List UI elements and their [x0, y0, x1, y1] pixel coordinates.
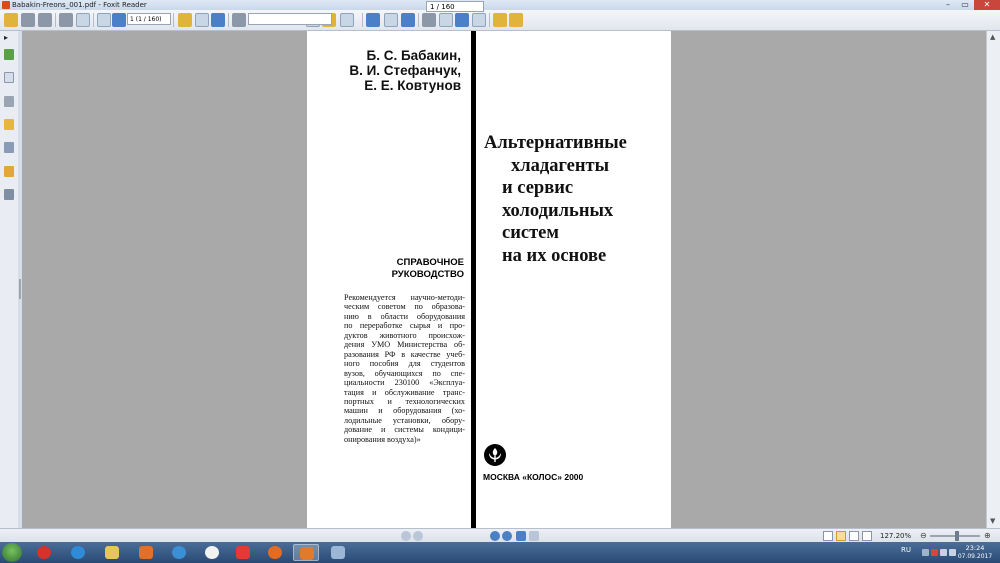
page-number-field[interactable]: 1 (1 / 160) — [127, 13, 171, 25]
fit-page-icon[interactable] — [366, 13, 380, 27]
recommendation-line: дения УМО Министерства об- — [344, 340, 465, 350]
toolbar-divider — [489, 13, 490, 27]
recommendation-line: тация и обслуживание транс- — [344, 387, 465, 397]
recommendation-line: дование и системы кондици- — [344, 425, 465, 435]
tray-flag-icon[interactable] — [931, 549, 938, 556]
panel-toggle-icon[interactable]: ▸ — [4, 33, 9, 42]
zoom-slider-thumb[interactable] — [955, 531, 959, 541]
go-back-icon[interactable] — [516, 531, 526, 541]
single-page-view-icon[interactable] — [823, 531, 833, 541]
recommendation-text — [344, 293, 465, 444]
previous-page-icon[interactable] — [97, 13, 111, 27]
taskbar-app-tool[interactable] — [325, 544, 351, 561]
maximize-button[interactable]: ▭ — [961, 0, 969, 9]
first-page-icon[interactable] — [401, 531, 411, 541]
typewriter-icon[interactable] — [493, 13, 507, 27]
page-navigation-field[interactable]: 1 / 160 — [426, 1, 484, 12]
author-line: Е. Е. Ковтунов — [364, 78, 461, 93]
scroll-down-icon[interactable]: ▼ — [990, 517, 996, 525]
window-title: Babakin-Freons_001.pdf - Foxit Reader — [12, 1, 147, 9]
genre-line: СПРАВОЧНОЕ — [396, 257, 464, 268]
genre-label — [307, 257, 464, 280]
book-title — [484, 132, 669, 267]
taskbar-app-foxit-reader[interactable] — [293, 544, 319, 561]
genre-line: РУКОВОДСТВО — [391, 268, 464, 280]
recommendation-line: вузов, обучающихся по спе- — [344, 368, 465, 378]
rotate-left-icon[interactable] — [422, 13, 436, 27]
vertical-scrollbar[interactable] — [986, 31, 1000, 528]
scroll-up-icon[interactable]: ▲ — [990, 33, 996, 41]
minimize-button[interactable]: – — [946, 0, 950, 9]
pdf-page — [307, 31, 671, 528]
media-player-icon — [139, 546, 153, 559]
signature-icon[interactable] — [4, 189, 14, 200]
publisher-logo-icon — [484, 444, 506, 466]
comment-icon[interactable] — [509, 13, 523, 27]
toolbar-divider — [362, 13, 363, 27]
toolbar-divider — [93, 13, 94, 27]
title-line: холодильных — [502, 200, 614, 221]
bookmarks-icon[interactable] — [4, 72, 14, 83]
toolbar-divider — [228, 13, 229, 27]
previous-page-nav-icon[interactable] — [413, 531, 423, 541]
recommendation-line: Рекомендуется научно-методи- — [344, 293, 465, 302]
pages-icon[interactable] — [4, 49, 14, 60]
tray-expand-icon[interactable] — [922, 549, 929, 556]
yandex-icon — [236, 546, 250, 559]
select-cursor-icon[interactable] — [211, 13, 225, 27]
recommendation-line: машин и оборудования (хо- — [344, 406, 465, 416]
microphone-icon — [37, 546, 51, 559]
continuous-view-icon[interactable] — [836, 531, 846, 541]
toolbar-divider — [418, 13, 419, 27]
internet-explorer-icon — [71, 546, 85, 559]
taskbar-app-microphone[interactable] — [31, 544, 57, 561]
title-line: хладагенты — [511, 155, 610, 176]
zoom-in-icon[interactable]: ⊕ — [984, 531, 991, 540]
recommendation-line: циальности 230100 «Эксплуа- — [344, 378, 465, 388]
zoom-icon[interactable] — [401, 13, 415, 27]
recommendation-line: онирования воздуха)» — [344, 434, 421, 444]
yandex-browser-icon — [205, 546, 219, 559]
splitter-grip[interactable] — [19, 279, 21, 299]
taskbar-app-media-player[interactable] — [133, 544, 159, 561]
foxit-reader-icon — [300, 547, 314, 560]
save-icon[interactable] — [21, 13, 35, 27]
next-page-icon[interactable] — [112, 13, 126, 27]
last-page-icon[interactable] — [502, 531, 512, 541]
zoom-out-icon[interactable]: ⊖ — [920, 531, 927, 540]
taskbar-app-yandex[interactable] — [230, 544, 256, 561]
status-bar — [0, 528, 1000, 543]
comments-icon[interactable] — [4, 119, 14, 130]
language-indicator[interactable]: RU — [901, 546, 911, 554]
toolbar-divider — [173, 13, 174, 27]
print-icon[interactable] — [59, 13, 73, 27]
taskbar-app-network[interactable] — [166, 544, 192, 561]
author-line: Б. С. Бабакин, — [366, 48, 461, 63]
firefox-icon — [268, 546, 282, 559]
zoom-level: 127.20% — [880, 532, 912, 540]
publisher-line: МОСКВА «КОЛОС» 2000 — [483, 472, 584, 482]
taskbar-app-firefox[interactable] — [262, 544, 288, 561]
continuous-facing-view-icon[interactable] — [862, 531, 872, 541]
clock-time[interactable]: 23:24 — [965, 544, 985, 552]
recommendation-line: разования РФ в качестве учеб- — [344, 349, 465, 359]
recommendation-line: дуктов животного происхож- — [344, 330, 465, 340]
recommendation-line: лодильные установки, обору- — [344, 415, 465, 425]
save-as-icon[interactable] — [38, 13, 52, 27]
email-icon[interactable] — [76, 13, 90, 27]
fit-width-icon[interactable] — [384, 13, 398, 27]
go-forward-icon[interactable] — [529, 531, 539, 541]
rotate-right-icon[interactable] — [439, 13, 453, 27]
page-layout-icon[interactable] — [340, 13, 354, 27]
continuous-page-icon[interactable] — [472, 13, 486, 27]
taskbar-app-file-explorer[interactable] — [99, 544, 125, 561]
facing-view-icon[interactable] — [849, 531, 859, 541]
search-input[interactable] — [248, 13, 332, 25]
taskbar-app-yandex-browser[interactable] — [199, 544, 225, 561]
close-button[interactable]: ✕ — [974, 0, 1000, 10]
recommendation-line: ного пособия для студентов — [344, 359, 465, 369]
find-icon[interactable] — [232, 13, 246, 27]
author-line: В. И. Стефанчук, — [349, 63, 461, 78]
single-page-icon[interactable] — [455, 13, 469, 27]
tray-network-icon[interactable] — [940, 549, 947, 556]
select-text-icon[interactable] — [195, 13, 209, 27]
taskbar-app-internet-explorer[interactable] — [65, 544, 91, 561]
recommendation-line: по переработке сырья и про- — [344, 321, 465, 331]
title-line: систем — [502, 223, 559, 243]
authors — [307, 48, 461, 93]
title-bar — [0, 0, 1000, 10]
recommendation-line: ческим советом по образова- — [344, 302, 465, 312]
hand-tool-icon[interactable] — [178, 13, 192, 27]
tool-icon — [331, 546, 345, 559]
open-icon[interactable] — [4, 13, 18, 27]
toolbar-divider — [55, 13, 56, 27]
start-button[interactable] — [2, 543, 22, 562]
title-line: Альтернативные — [484, 133, 627, 153]
folder-icon — [105, 546, 119, 559]
spine-divider — [471, 31, 476, 528]
clock-date[interactable]: 07.09.2017 — [957, 553, 993, 560]
navigation-panel — [0, 31, 19, 542]
title-line: и сервис — [502, 178, 574, 198]
globe-icon — [172, 546, 186, 559]
taskbar — [0, 542, 1000, 563]
recommendation-line: портных и технологических — [344, 396, 465, 406]
recommendation-line: нию в области оборудования — [344, 311, 465, 321]
next-page-nav-icon[interactable] — [490, 531, 500, 541]
layers-icon[interactable] — [4, 96, 14, 107]
attachments-icon[interactable] — [4, 142, 14, 153]
foxit-app-icon — [2, 1, 10, 9]
security-icon[interactable] — [4, 166, 14, 177]
title-line: на их основе — [502, 245, 607, 266]
